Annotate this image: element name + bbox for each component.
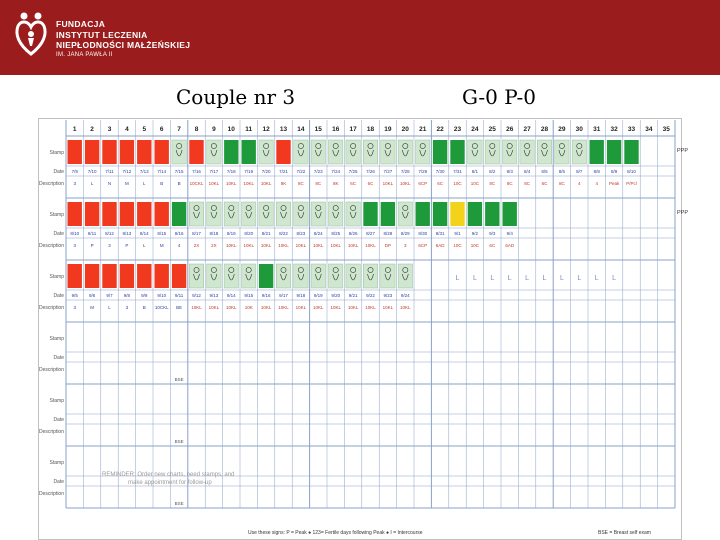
- heart-family-icon: [14, 10, 48, 58]
- date-note: 7/15: [174, 169, 184, 174]
- date-note: 9/23: [383, 293, 393, 298]
- description-note: 10KL: [330, 243, 341, 248]
- day-number: 22: [436, 126, 444, 133]
- description-note: L: [143, 243, 146, 248]
- date-note: 7/9: [71, 169, 78, 174]
- day-number: 29: [558, 126, 566, 133]
- date-note: 7/31: [453, 169, 462, 174]
- row-label-date: Date: [53, 169, 64, 175]
- day-number: 21: [419, 126, 427, 133]
- date-note: 8/19: [226, 231, 236, 236]
- date-note: 8/18: [209, 231, 219, 236]
- date-note: 9/14: [226, 293, 236, 298]
- date-note: 9/19: [313, 293, 323, 298]
- description-note: 10KL: [208, 305, 220, 310]
- extra-mark: L: [490, 275, 495, 282]
- day-number: 23: [453, 126, 462, 133]
- description-note: 4: [578, 181, 581, 186]
- date-note: 9/13: [209, 293, 219, 298]
- date-note: 7/11: [105, 169, 114, 174]
- date-note: 9/21: [348, 293, 358, 298]
- description-note: 6C: [367, 181, 374, 186]
- day-number: 31: [593, 126, 601, 133]
- description-note: 8K: [332, 181, 339, 186]
- date-note: 7/25: [348, 169, 358, 174]
- row-label-stamp: Stamp: [49, 274, 64, 280]
- description-note: 3: [404, 243, 407, 248]
- date-note: 8/28: [383, 231, 393, 236]
- bse-label: BSE: [174, 501, 184, 506]
- date-note: 9/7: [106, 293, 113, 298]
- row-label-stamp: Stamp: [49, 212, 64, 218]
- description-note: 8C: [559, 181, 565, 186]
- day-number: 3: [107, 126, 112, 133]
- date-note: 9/17: [279, 293, 288, 298]
- description-note: 10KL: [400, 305, 411, 310]
- description-note: 10KL: [191, 305, 202, 310]
- row-label-description: Description: [38, 429, 64, 435]
- bse-label: BSE: [174, 377, 184, 382]
- description-note: 6CP: [418, 181, 428, 186]
- stamp-red: [102, 202, 116, 226]
- date-note: 8/17: [192, 231, 201, 236]
- extra-mark: L: [577, 275, 582, 282]
- description-note: 3: [73, 181, 76, 186]
- description-note: 6AD: [505, 243, 515, 248]
- date-note: 9/1: [454, 231, 461, 236]
- description-note: 6C: [489, 243, 496, 248]
- day-number: 9: [212, 126, 216, 133]
- description-note: 8C: [524, 181, 530, 186]
- extra-mark: L: [455, 275, 460, 282]
- date-note: 7/16: [192, 169, 201, 174]
- description-note: 10KL: [347, 305, 359, 310]
- day-number: 10: [227, 126, 235, 133]
- row-label-date: Date: [53, 479, 64, 485]
- description-note: 10KL: [260, 181, 272, 186]
- stamp-red: [120, 202, 134, 226]
- description-note: 10KL: [382, 181, 394, 186]
- stamp-red: [68, 140, 82, 164]
- day-number: 20: [401, 126, 409, 133]
- date-note: 9/3: [489, 231, 496, 236]
- description-note: 10KL: [382, 305, 394, 310]
- date-note: 8/31: [435, 231, 445, 236]
- stamp-red: [137, 264, 151, 288]
- description-note: 10KL: [313, 243, 324, 248]
- stamp-green: [590, 140, 604, 164]
- description-note: 10KL: [278, 305, 289, 310]
- extra-mark: L: [612, 275, 617, 282]
- description-note: 10CKL: [154, 305, 169, 310]
- day-number: 1: [72, 126, 77, 133]
- description-note: 10KL: [260, 243, 272, 248]
- description-note: 10C: [453, 181, 462, 186]
- description-note: 10KL: [278, 243, 289, 248]
- description-note: 10KL: [295, 305, 307, 310]
- day-number: 24: [471, 126, 479, 133]
- date-note: 7/20: [261, 169, 271, 174]
- description-note: 10KL: [208, 181, 220, 186]
- date-note: 8/21: [261, 231, 271, 236]
- description-note: 6C: [437, 181, 443, 186]
- date-note: 8/23: [296, 231, 306, 236]
- row-label-description: Description: [38, 367, 64, 373]
- stamp-green: [433, 140, 447, 164]
- date-note: 9/2: [471, 231, 479, 236]
- stamp-red: [155, 264, 169, 288]
- stamp-green: [503, 202, 517, 226]
- day-number: 7: [177, 126, 181, 133]
- footer-bse: BSE = Breast self exam: [598, 530, 651, 536]
- date-note: 9/16: [261, 293, 271, 298]
- stamp-green: [242, 140, 256, 164]
- day-number: 30: [575, 126, 583, 133]
- description-note: L: [143, 181, 146, 186]
- extra-mark: L: [472, 275, 477, 282]
- couple-title: Couple nr 3: [176, 85, 296, 109]
- stamp-green: [624, 140, 638, 164]
- date-note: 8/7: [576, 169, 583, 174]
- stamp-green: [172, 202, 186, 226]
- bse-label: BSE: [174, 439, 184, 444]
- row-label-stamp: Stamp: [49, 150, 64, 156]
- date-note: 8/13: [122, 231, 132, 236]
- stamp-red: [85, 202, 99, 226]
- description-note: 8C: [315, 181, 322, 186]
- row-label-description: Description: [38, 305, 64, 311]
- date-note: 8/6: [558, 169, 566, 174]
- extra-mark: L: [559, 275, 564, 282]
- day-number: 34: [645, 126, 653, 133]
- description-note: P: [125, 243, 129, 248]
- date-note: 8/9: [610, 169, 618, 174]
- description-note: 10KL: [226, 243, 237, 248]
- description-note: DP: [384, 243, 392, 248]
- description-note: 10KL: [313, 305, 324, 310]
- date-note: 9/11: [174, 293, 184, 298]
- day-number: 6: [159, 126, 164, 133]
- description-note: 10KL: [365, 243, 376, 248]
- description-note: BE: [176, 305, 183, 310]
- row-label-description: Description: [38, 243, 64, 249]
- stamp-red: [276, 140, 290, 164]
- date-note: 8/4: [523, 169, 531, 174]
- description-note: 10KL: [365, 305, 376, 310]
- row-label-date: Date: [53, 355, 64, 361]
- date-note: 7/14: [157, 169, 167, 174]
- date-note: 8/10: [70, 231, 80, 236]
- day-number: 2: [90, 126, 94, 133]
- description-note: L: [90, 181, 94, 186]
- date-note: 7/12: [122, 169, 132, 174]
- date-note: 7/26: [366, 169, 375, 174]
- org-line-4: IM. JANA PAWŁA II: [56, 51, 113, 58]
- stamp-red: [85, 264, 99, 288]
- organization-name: [56, 19, 190, 60]
- date-note: 7/27: [383, 169, 393, 174]
- description-note: 10K: [244, 305, 253, 310]
- date-note: 9/9: [141, 293, 148, 298]
- date-note: 8/5: [541, 169, 548, 174]
- description-note: 10KL: [295, 243, 307, 248]
- description-note: L: [108, 305, 111, 310]
- date-note: 8/24: [313, 231, 323, 236]
- date-note: 7/13: [139, 169, 149, 174]
- day-number: 18: [366, 126, 375, 133]
- gravida-para-title: G-0 P-0: [462, 85, 537, 109]
- footer-signs: Use these signs: P = Peak ● 123= Fertile days following Peak ● I = Intercourse: [248, 530, 423, 536]
- description-note: 10KL: [330, 305, 341, 310]
- description-note: P/Pcl: [626, 181, 637, 186]
- date-note: 9/10: [157, 293, 167, 298]
- day-number: 4: [125, 126, 129, 133]
- description-note: 10KL: [347, 243, 359, 248]
- day-number: 19: [384, 126, 392, 133]
- date-note: 8/2: [489, 169, 496, 174]
- day-number: 32: [610, 126, 618, 133]
- description-note: 6C: [350, 181, 356, 186]
- description-note: B: [177, 181, 181, 186]
- row-label-stamp: Stamp: [49, 460, 64, 466]
- date-note: 9/18: [296, 293, 306, 298]
- description-note: 6AD: [435, 243, 445, 248]
- date-note: 8/29: [400, 231, 410, 236]
- date-note: 9/20: [331, 293, 341, 298]
- stamp-red: [68, 202, 82, 226]
- description-note: 3: [73, 305, 76, 310]
- stamp-red: [120, 140, 134, 164]
- description-note: 4: [595, 181, 598, 186]
- row-label-description: Description: [38, 491, 64, 497]
- stamp-red: [137, 140, 151, 164]
- date-note: 8/16: [174, 231, 184, 236]
- stamp-red: [68, 264, 82, 288]
- stamp-green: [433, 202, 447, 226]
- stamp-green: [607, 140, 621, 164]
- description-note: 8C: [489, 181, 496, 186]
- date-note: 9/24: [400, 293, 410, 298]
- description-note: 10C: [470, 181, 480, 186]
- extra-mark: L: [542, 275, 547, 282]
- description-note: 2X: [211, 243, 217, 248]
- date-note: 9/15: [244, 293, 254, 298]
- date-note: 9/8: [123, 293, 131, 298]
- stamp-green: [363, 202, 377, 226]
- stamp-red: [102, 140, 116, 164]
- description-note: 3: [108, 243, 111, 248]
- day-number: 16: [332, 126, 340, 133]
- extra-mark: L: [594, 275, 599, 282]
- day-number: 27: [523, 126, 531, 133]
- row-label-stamp: Stamp: [49, 398, 64, 404]
- date-note: 7/18: [226, 169, 236, 174]
- description-note: 10KL: [400, 181, 411, 186]
- date-note: 8/11: [87, 231, 97, 236]
- org-line-2: INSTYTUT LECZENIA: [56, 29, 148, 40]
- date-note: 8/27: [366, 231, 375, 236]
- description-note: 8C: [506, 181, 513, 186]
- side-note: PPP: [677, 148, 689, 154]
- stamp-green: [416, 202, 430, 226]
- date-note: 9/12: [192, 293, 201, 298]
- day-number: 8: [194, 126, 199, 133]
- date-note: 8/10: [627, 169, 636, 174]
- description-note: 10KL: [226, 181, 237, 186]
- day-number: 11: [245, 126, 253, 133]
- stamp-green: [259, 264, 273, 288]
- date-note: 7/23: [313, 169, 323, 174]
- description-note: 10KL: [260, 305, 272, 310]
- row-label-description: Description: [38, 181, 64, 187]
- org-line-3: NIEPŁODNOŚCI MAŁŻEŃSKIEJ: [56, 40, 191, 50]
- description-note: 10KL: [226, 305, 237, 310]
- org-line-1: FUNDACJA: [56, 19, 106, 29]
- day-number: 15: [314, 126, 322, 133]
- reminder-text: REMINDER: Order new charts, need stamps, and: [102, 472, 235, 478]
- date-note: 7/29: [418, 169, 428, 174]
- stamp-yellow: [450, 202, 464, 226]
- stamp-red: [155, 202, 169, 226]
- description-note: 10C: [470, 243, 480, 248]
- description-note: 8C: [298, 181, 304, 186]
- chart-grid: [38, 118, 689, 540]
- day-number: 25: [488, 126, 496, 133]
- stamp-green: [381, 202, 395, 226]
- stamp-red: [85, 140, 99, 164]
- date-note: 8/26: [348, 231, 358, 236]
- stamp-red: [172, 264, 186, 288]
- day-number: 28: [540, 126, 549, 133]
- date-note: 7/19: [244, 169, 254, 174]
- stamp-green: [468, 202, 482, 226]
- stamp-green: [224, 140, 238, 164]
- description-note: 10C: [453, 243, 462, 248]
- description-note: 4: [177, 243, 181, 248]
- date-note: 7/21: [279, 169, 288, 174]
- stamp-red: [155, 140, 169, 164]
- description-note: B: [142, 305, 146, 310]
- row-label-date: Date: [53, 293, 64, 299]
- date-note: 8/30: [418, 231, 428, 236]
- fertility-chart-sheet: [38, 118, 689, 540]
- date-note: 7/28: [400, 169, 410, 174]
- day-number: 5: [142, 126, 147, 133]
- date-note: 9/4: [506, 231, 513, 236]
- description-note: P: [90, 243, 94, 248]
- date-note: 7/22: [296, 169, 306, 174]
- date-note: 8/1: [471, 169, 479, 174]
- date-note: 8/8: [593, 169, 600, 174]
- description-note: 6C: [541, 181, 548, 186]
- description-note: N: [107, 181, 112, 186]
- date-note: 8/22: [279, 231, 288, 236]
- description-note: B: [160, 181, 164, 186]
- date-note: 8/25: [331, 231, 341, 236]
- header-banner: [0, 0, 720, 75]
- day-number: 17: [349, 126, 357, 133]
- stamp-red: [102, 264, 116, 288]
- day-number: 26: [506, 126, 514, 133]
- description-note: 10CKL: [189, 181, 204, 186]
- description-note: 10KL: [243, 181, 254, 186]
- date-note: 8/12: [105, 231, 114, 236]
- date-note: 8/14: [139, 231, 149, 236]
- description-note: 3: [125, 305, 129, 310]
- stamp-red: [137, 202, 151, 226]
- date-note: 7/17: [209, 169, 219, 174]
- date-note: 9/22: [366, 293, 375, 298]
- row-label-date: Date: [53, 417, 64, 423]
- row-label-date: Date: [53, 231, 64, 237]
- description-note: M: [90, 305, 94, 310]
- extra-mark: L: [525, 275, 530, 282]
- description-note: M: [125, 181, 129, 186]
- date-note: 7/30: [435, 169, 445, 174]
- date-note: 9/5: [71, 293, 78, 298]
- description-note: 6CP: [418, 243, 428, 248]
- day-number: 13: [279, 126, 288, 133]
- description-note: 8K: [280, 181, 287, 186]
- row-label-stamp: Stamp: [49, 336, 64, 342]
- stamp-green: [450, 140, 464, 164]
- description-note: 3: [73, 243, 76, 248]
- date-note: 7/10: [87, 169, 97, 174]
- stamp-green: [485, 202, 499, 226]
- day-number: 12: [262, 126, 270, 133]
- extra-mark: L: [507, 275, 512, 282]
- day-number: 33: [627, 126, 636, 133]
- date-note: 8/15: [157, 231, 167, 236]
- stamp-red: [120, 264, 134, 288]
- description-note: 10KL: [243, 243, 254, 248]
- description-note: 2X: [193, 243, 200, 248]
- day-number: 35: [662, 126, 670, 133]
- description-note: Peak: [608, 181, 620, 186]
- reminder-text: make appointment for follow-up: [128, 480, 212, 486]
- stamp-red: [189, 140, 203, 164]
- date-note: 7/24: [331, 169, 341, 174]
- date-note: 8/20: [244, 231, 254, 236]
- date-note: 9/6: [88, 293, 96, 298]
- day-number: 14: [297, 126, 305, 133]
- side-note: PPP: [677, 210, 689, 216]
- date-note: 8/3: [506, 169, 513, 174]
- description-note: M: [159, 243, 164, 248]
